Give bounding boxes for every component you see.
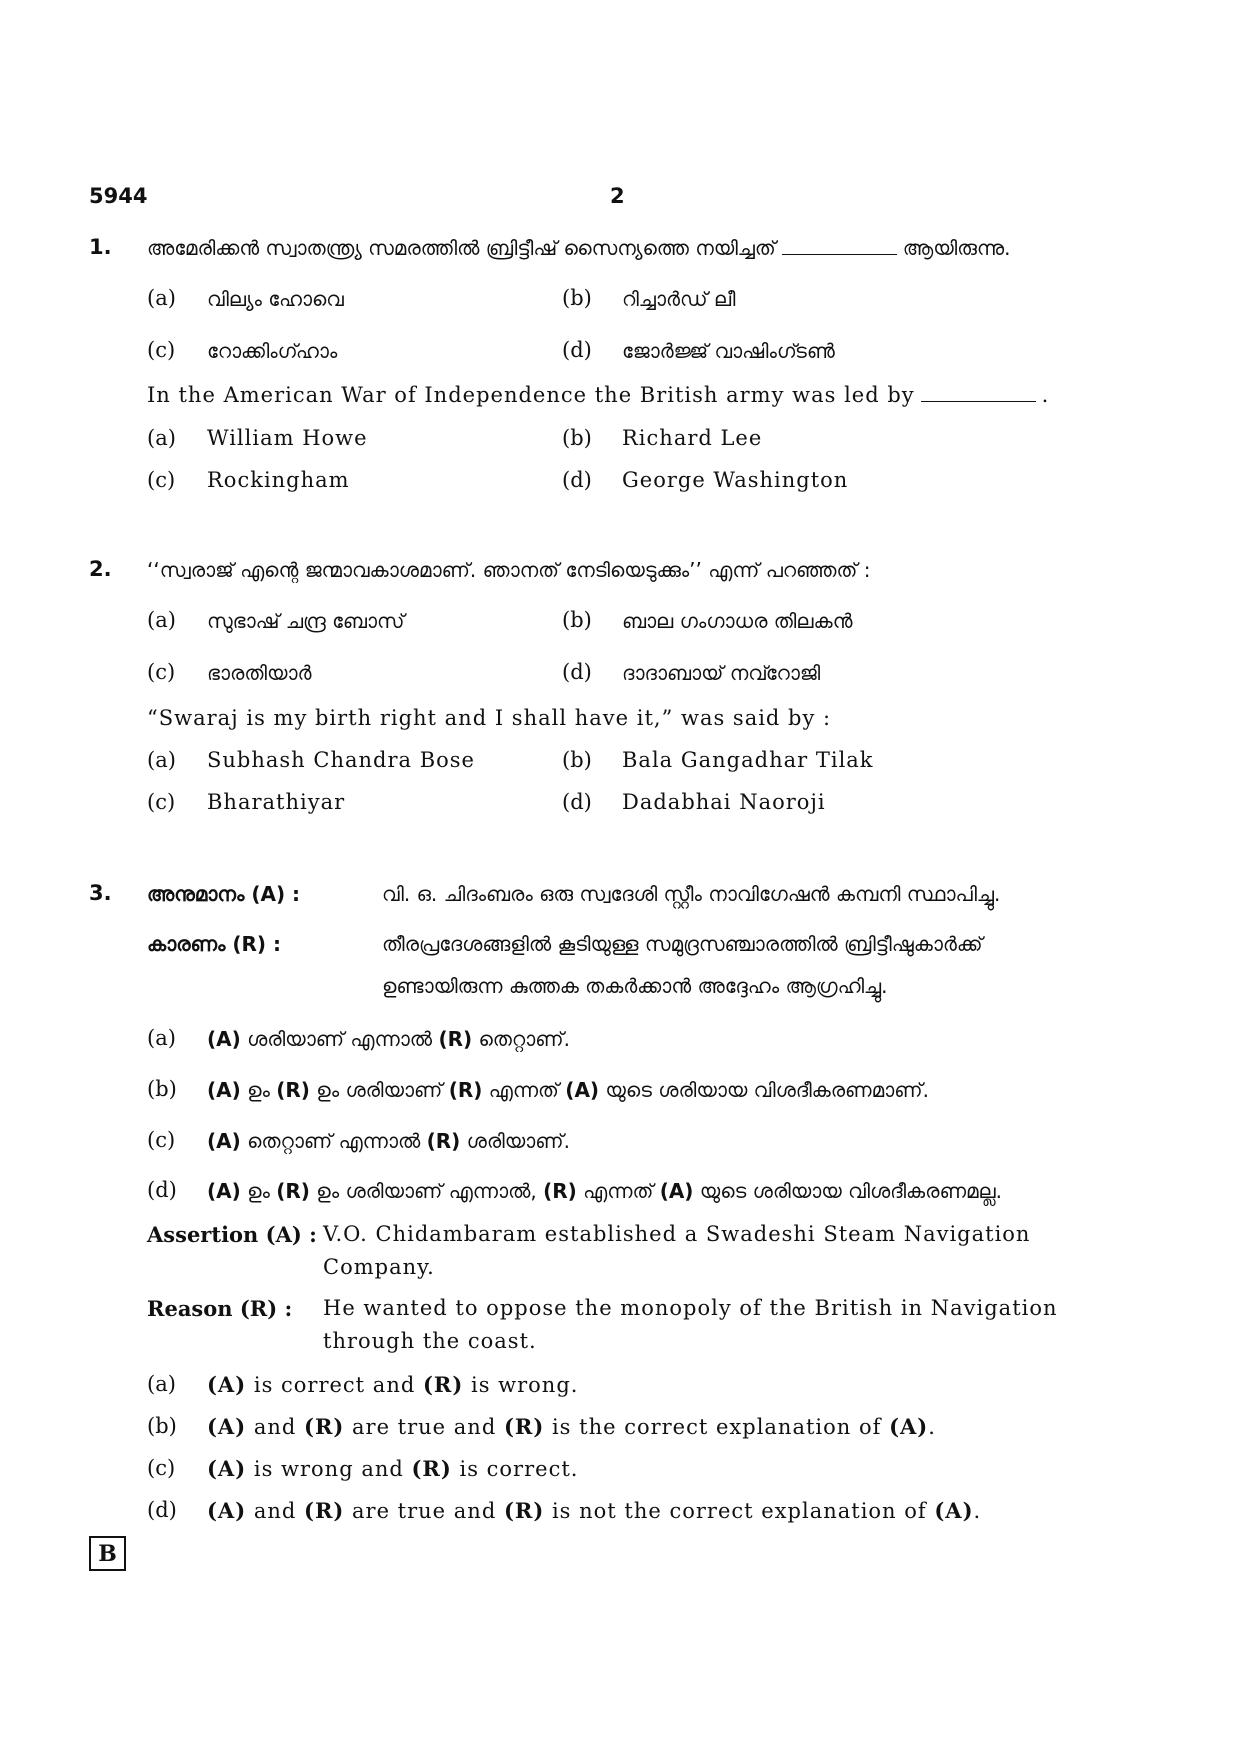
option-d-en: George Washington (622, 468, 849, 492)
option-label-a: (a) (147, 286, 176, 310)
option-label-c: (c) (147, 790, 176, 814)
option-b-en: (A) and (R) are true and (R) is the correct explanation of (A). (207, 1414, 936, 1439)
paper-code: 5944 (89, 184, 148, 208)
option-c-ml: (A) തെറ്റാണ് എന്നാൽ (R) ശരിയാണ്. (207, 1129, 570, 1153)
page-number: 2 (610, 184, 625, 208)
option-label-a: (a) (147, 426, 176, 450)
question-text-ml: ‘‘സ്വരാജ് എന്റെ ജന്മാവകാശമാണ്. ഞാനത് നേടിയെടുക്കും’’ എന്ന് പറഞ്ഞത് : (147, 558, 871, 582)
assertion-label-en: Assertion (A) : (147, 1222, 317, 1247)
option-d-en: (A) and (R) are true and (R) is not the correct explanation of (A). (207, 1498, 982, 1523)
option-label-a: (a) (147, 1026, 176, 1050)
reason-text-ml-line2: ഉണ്ടായിരുന്ന കുത്തക തകർക്കാൻ അദ്ദേഹം ആഗ്രഹിച്ചു. (382, 974, 888, 998)
answer-blank (921, 383, 1036, 402)
question-text-en-start: In the American War of Independence the British army was led by (147, 383, 915, 407)
assertion-text-en-line1: V.O. Chidambaram established a Swadeshi Steam Navigation (323, 1222, 1031, 1246)
option-c-ml: റോക്കിംഗ്ഹാം (207, 339, 338, 363)
option-label-b: (b) (562, 286, 592, 310)
reason-text-en-line1: He wanted to oppose the monopoly of the British in Navigation (323, 1296, 1058, 1320)
option-b-en: Bala Gangadhar Tilak (622, 748, 874, 772)
option-a-en: William Howe (207, 426, 368, 450)
question-number: 1. (89, 235, 112, 259)
option-label-d: (d) (562, 468, 592, 492)
option-label-c: (c) (147, 1128, 176, 1152)
reason-text-en-line2: through the coast. (323, 1329, 537, 1353)
option-a-ml: സുഭാഷ് ചന്ദ്ര ബോസ് (207, 609, 405, 633)
option-label-d: (d) (147, 1498, 177, 1522)
question-text-en-end: . (1041, 383, 1050, 407)
option-label-b: (b) (562, 608, 592, 632)
question-text-en (147, 383, 1049, 407)
assertion-text-en-line2: Company. (323, 1255, 435, 1279)
option-a-en: (A) is correct and (R) is wrong. (207, 1372, 579, 1397)
booklet-code: B (98, 1540, 117, 1567)
question-text-ml (147, 236, 1010, 260)
option-d-en: Dadabhai Naoroji (622, 790, 826, 814)
option-d-ml: ജോർജ്ജ് വാഷിംഗ്ടൺ (622, 339, 835, 363)
option-b-ml: റിച്ചാർഡ് ലീ (622, 287, 736, 311)
option-label-b: (b) (562, 748, 592, 772)
option-c-en: (A) is wrong and (R) is correct. (207, 1456, 579, 1481)
option-label-d: (d) (562, 660, 592, 684)
option-label-a: (a) (147, 748, 176, 772)
question-text-en: “Swaraj is my birth right and I shall have it,” was said by : (147, 706, 832, 730)
option-a-ml: (A) ശരിയാണ് എന്നാൽ (R) തെറ്റാണ്. (207, 1027, 570, 1051)
assertion-text-ml: വി. ഒ. ചിദംബരം ഒരു സ്വദേശി സ്റ്റീം നാവിഗേഷൻ കമ്പനി സ്ഥാപിച്ചു. (382, 882, 1001, 906)
question-number: 3. (89, 881, 112, 905)
option-label-a: (a) (147, 608, 176, 632)
option-label-b: (b) (562, 426, 592, 450)
option-d-ml: (A) ഉം (R) ഉം ശരിയാണ് എന്നാൽ, (R) എന്നത് (A) യുടെ ശരിയായ വിശദീകരണമല്ല. (207, 1179, 1002, 1203)
option-label-d: (d) (147, 1178, 177, 1202)
question-text-ml-end: ആയിരുന്നു. (902, 236, 1011, 260)
option-label-b: (b) (147, 1077, 177, 1101)
option-b-ml: ബാല ഗംഗാധര തിലകൻ (622, 609, 853, 633)
option-label-c: (c) (147, 468, 176, 492)
option-label-a: (a) (147, 1372, 176, 1396)
option-d-ml: ദാദാബായ് നവ്റോജി (622, 661, 821, 685)
option-b-en: Richard Lee (622, 426, 763, 450)
booklet-code-box (89, 1536, 126, 1571)
reason-text-ml-line1: തീരപ്രദേശങ്ങളിൽ കൂടിയുള്ള സമുദ്രസഞ്ചാരത്തിൽ ബ്രിട്ടീഷുകാർക്ക് (382, 932, 983, 956)
option-label-c: (c) (147, 660, 176, 684)
option-label-d: (d) (562, 338, 592, 362)
option-label-c: (c) (147, 1456, 176, 1480)
assertion-label-ml: അനുമാനം (A) : (147, 882, 301, 906)
question-number: 2. (89, 557, 112, 581)
option-label-b: (b) (147, 1414, 177, 1438)
option-label-d: (d) (562, 790, 592, 814)
option-b-ml: (A) ഉം (R) ഉം ശരിയാണ് (R) എന്നത് (A) യുടെ ശരിയായ വിശദീകരണമാണ്. (207, 1078, 929, 1102)
reason-label-ml: കാരണം (R) : (147, 932, 282, 956)
reason-label-en: Reason (R) : (147, 1296, 293, 1321)
option-a-ml: വില്യം ഹോവെ (207, 287, 344, 311)
answer-blank (782, 236, 897, 255)
option-c-ml: ഭാരതിയാർ (207, 661, 312, 685)
option-a-en: Subhash Chandra Bose (207, 748, 475, 772)
option-label-c: (c) (147, 338, 176, 362)
question-text-ml-start: അമേരിക്കൻ സ്വാതന്ത്ര്യ സമരത്തിൽ ബ്രിട്ടീഷ് സൈന്യത്തെ നയിച്ചത് (147, 236, 776, 260)
option-c-en: Bharathiyar (207, 790, 346, 814)
option-c-en: Rockingham (207, 468, 350, 492)
